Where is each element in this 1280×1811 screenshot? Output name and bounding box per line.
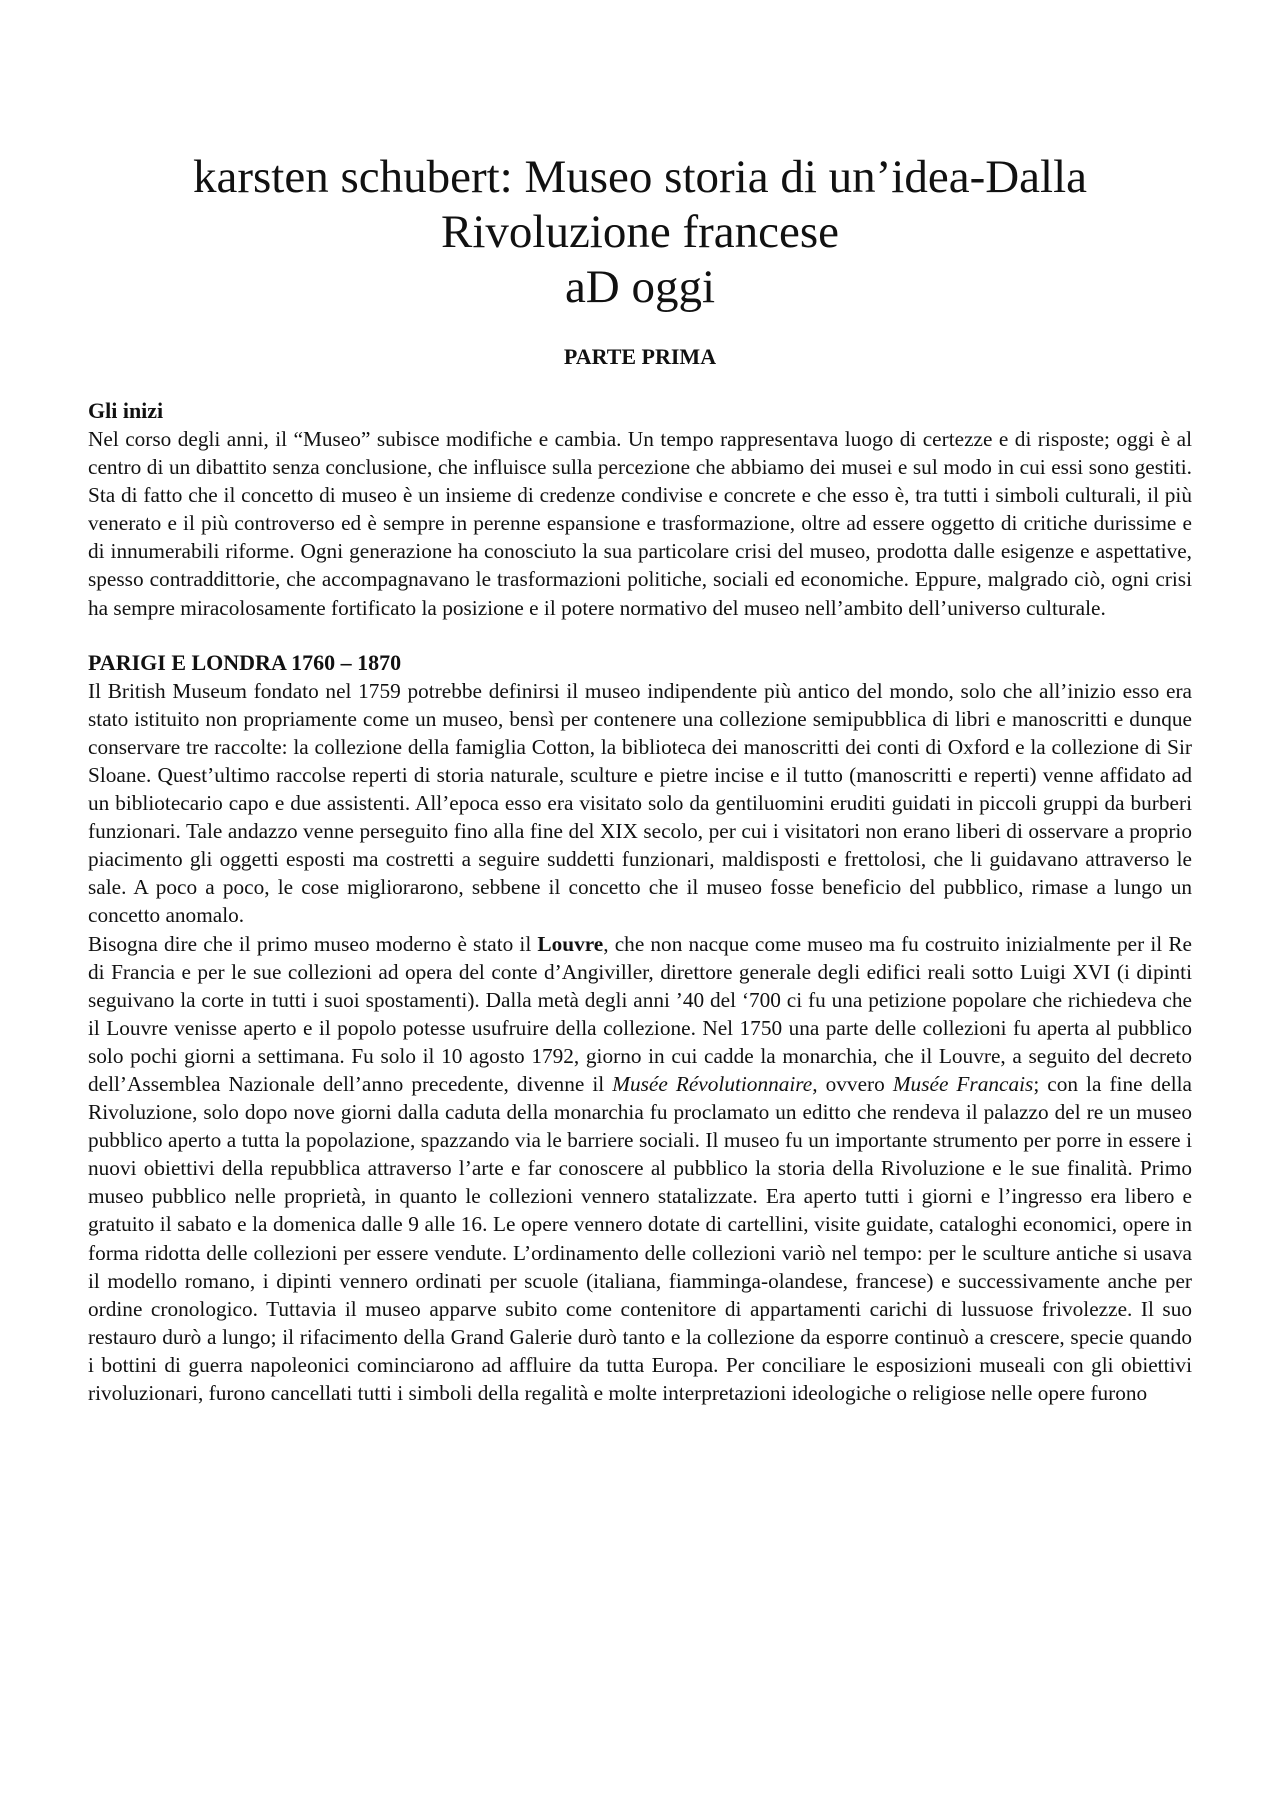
title-line-3: aD oggi xyxy=(564,261,716,313)
louvre-text-1: Bisogna dire che il primo museo moderno è stato il xyxy=(88,931,538,956)
musee-revolutionnaire-italic: Musée Révolutionnaire, xyxy=(612,1071,818,1096)
section-heading-gli-inizi: Gli inizi xyxy=(88,398,164,423)
louvre-text-4: ; con la fine della Rivoluzione, solo dopo nove giorni dalla caduta della monarchia fu proclamato un editto che rendeva il palazzo del re un museo pubblico aperto a tutta la popolazione, spazzando via le barriere sociali. Il museo fu un importante strumento per porre in essere i nuovi obiettivi della repubblica attraverso l’arte e far conoscere al pubblico la storia della Rivoluzione e le sue finalità. Primo museo pubblico nelle proprietà, in quanto le collezioni vennero statalizzate. Era aperto tutti i giorni e l’ingresso era libero e gratuito il sabato e la domenica dalle 9 alle 16. Le opere vennero dotate di cartellini, visite guidate, cataloghi economici, opere in forma ridotta delle collezioni per essere vendute. L’ordinamento delle collezioni variò nel tempo: per le sculture antiche si usava il modello romano, i dipinti vennero ordinati per scuole (italiana, fiamminga-olandese, francese) e successivamente anche per ordine cronologico. Tuttavia il museo apparve subito come contenitore di appartamenti carichi di lussuose frivolezze. Il suo restauro durò a lungo; il rifacimento della Grand Galerie durò tanto e la collezione da esporre continuò a crescere, specie quando i bottini di guerra napoleonici cominciarono ad affluire da tutta Europa. Per conciliare le esposizioni museali con gli obiettivi rivoluzionari, furono cancellati tutti i simboli della regalità e molte interpretazioni ideologiche o religiose nelle opere furono xyxy=(88,1071,1192,1405)
title-line-2: Rivoluzione francese xyxy=(440,206,840,258)
section-heading-parigi-londra: PARIGI E LONDRA 1760 – 1870 xyxy=(88,649,402,675)
louvre-text-2: , che non nacque come museo ma fu costruito inizialmente per il Re di Francia e per le sue collezioni ad opera del conte d’Angiviller, direttore generale degli edifici reali sotto Luigi XVI (i dipinti seguivano la corte in tutti i suoi spostamenti). Dalla metà degli anni ’40 del ‘700 ci fu una petizione popolare che richiedeva che il Louvre venisse aperto e il popolo potesse usufruire della collezione. Nel 1750 una parte delle collezioni fu aperta al pubblico solo pochi giorni a settimana. Fu solo il 10 agosto 1792, giorno in cui cadde la monarchia, che il Louvre, a seguito del decreto dell’Assemblea Nazionale dell’anno precedente, divenne il xyxy=(88,931,1192,1096)
part-heading: PARTE PRIMA xyxy=(563,344,717,369)
paragraph-british-museum: Il British Museum fondato nel 1759 potrebbe definirsi il museo indipendente più antico del mondo, solo che all’inizio esso era stato istituito non propriamente come un museo, bensì per contenere una collezione semipubblica di libri e manoscritti e dunque conservare tre raccolte: la collezione della famiglia Cotton, la biblioteca dei manoscritti dei conti di Oxford e la collezione di Sir Sloane. Quest’ultimo raccolse reperti di storia naturale, sculture e pietre incise e il tutto (manoscritti e reperti) venne affidato ad un bibliotecario capo e due assistenti. All’epoca esso era visitato solo da gentiluomini eruditi guidati in piccoli gruppi da burberi funzionari. Tale andazzo venne perseguito fino alla fine del XIX secolo, per cui i visitatori non erano liberi di osservare a proprio piacimento gli oggetti esposti ma costretti a seguire suddetti funzionari, maldisposti e frettolosi, che li guidavano attraverso le sale. A poco a poco, le cose migliorarono, sebbene il concetto che il museo fosse beneficio del pubblico, rimase a lungo un concetto anomalo. xyxy=(88,678,1192,928)
title-line-1: karsten schubert: Museo storia di un’idea-Dalla xyxy=(192,151,1088,203)
paragraph-gli-inizi: Nel corso degli anni, il “Museo” subisce modifiche e cambia. Un tempo rappresentava luogo di certezze e di risposte; oggi è al centro di un dibattito senza conclusione, che influisce sulla percezione che abbiamo dei musei e sul modo in cui essi sono gestiti. Sta di fatto che il concetto di museo è un insieme di credenze condivise e concrete e che esso è, tra tutti i simboli culturali, il più venerato e il più controverso ed è sempre in perenne espansione e trasformazione, oltre ad essere oggetto di critiche durissime e di innumerabili riforme. Ogni generazione ha conosciuto la sua particolare crisi del museo, prodotta dalle esigenze e aspettative, spesso contraddittorie, che accompagnavano le trasformazioni politiche, sociali ed economiche. Eppure, malgrado ciò, ogni crisi ha sempre miracolosamente fortificato la posizione e il potere normativo del museo nell’ambito dell’universo culturale. xyxy=(88,427,1192,620)
louvre-text-3: ovvero xyxy=(817,1071,893,1096)
musee-francais-italic: Musée Francais xyxy=(892,1071,1034,1096)
louvre-bold: Louvre xyxy=(537,931,604,956)
document-title xyxy=(88,150,1192,315)
paragraph-louvre xyxy=(88,930,1192,1408)
